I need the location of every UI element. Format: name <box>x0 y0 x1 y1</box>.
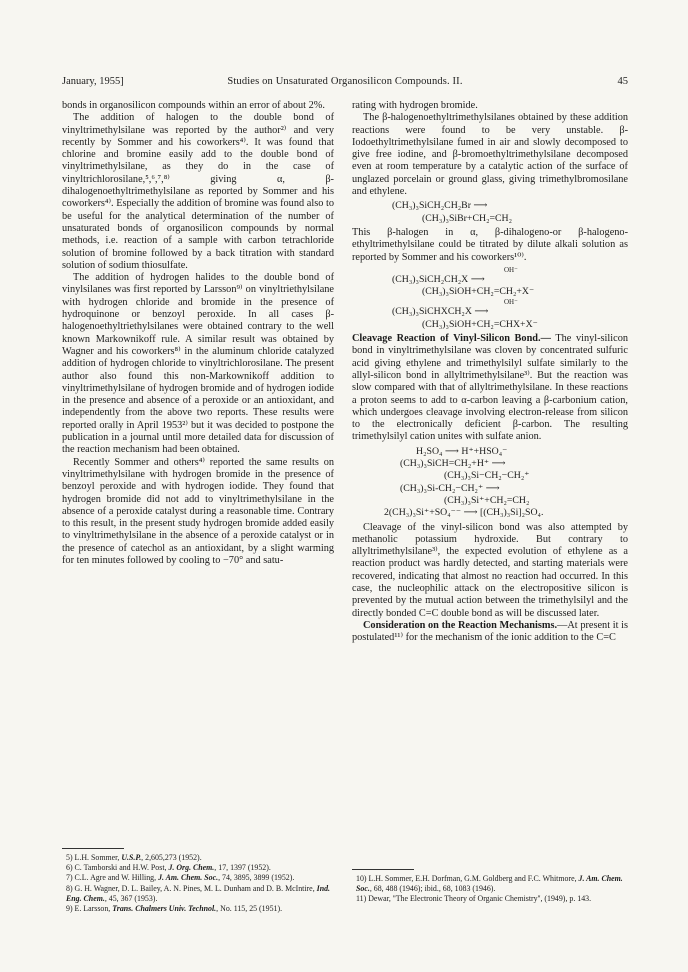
section-heading: Consideration on the Reaction Mechanisms. <box>363 619 558 631</box>
page-number: 45 <box>617 76 628 87</box>
paragraph: Recently Sommer and others⁴⁾ reported the same results on vinyltrimethylsilane with hydrogen bromide in the presence of benzoyl peroxide and with hydrogen iodide. They found that hydrogen bromide did not add to vinyltrimethylsilane in the absence of a peroxide catalyst during a reasonable time. Contrary to this result, in the present study hydrogen bromide added easily to vinyltrimethylsilane in the absence of a peroxide catalyst or in the presence of catechol as an antioxidant, by a slight warming for ten minutes followed by cooling to −70° and satu- <box>62 456 334 566</box>
paragraph: Cleavage of the vinyl-silicon bond was also attempted by methanolic potassium hydroxide. But contrary to allyltrimethylsilane³⁾, the expected evolution of ethylene as a reaction product was hardly detected, and starting materials were recovered, indicating that almost no reaction had occurred. In this case, the nucleophilic attack on the electropositive silicon is prevented by the mutual action between the trimethylsilyl and the directly bonded C=C double bond as will be discussed later. <box>352 521 628 619</box>
paragraph: This β-halogen in α, β-dihalogeno-or β-halogeno-ethyltrimethylsilane could be titrated by dilute alkali solution as reported by Sommer and his coworkers¹⁰⁾. <box>352 226 628 263</box>
equation-line: 2(CH₃)₃Si⁺+SO₄⁻⁻ ⟶ [(CH₃)₃Si]₂SO₄. <box>384 507 544 519</box>
equation-line: (CH₃)₃SiCH₂CH₂X ⟶ <box>392 273 485 285</box>
section-heading: Cleavage Reaction of Vinyl-Silicon Bond.— <box>352 333 551 345</box>
paragraph: The addition of halogen to the double bond of vinyltrimethylsilane was reported by the author²⁾ and very recently by Sommer and his coworkers⁴⁾. It was found that chlorine and bromine easily add to the double bond of vinyltrimethylsilane, as they do in the case of vinyltrichlorosilane,⁵,⁶,⁷,⁸⁾ giving α, β-dihalogenoethyltrimethylsilane as reported by Sommer and his coworkers⁴⁾. Especially the addition of bromine was found also to be useful for the analytical determination of the number of unsaturated bonds of organosilicon compounds by normal methods, i.e. reaction of a sample with carbon tetrachloride solution of bromine followed by a back titration with standard solution of sodium thiosulfate. <box>62 112 334 271</box>
equation-line: (CH₃)₃SiOH+CH₂=CH₂+X⁻ <box>422 286 535 298</box>
paragraph <box>352 333 628 444</box>
equation-line: (CH₃)₃SiCHXCH₂X ⟶ <box>392 306 489 318</box>
paragraph-text: The vinyl-silicon bond in vinyltrimethylsilane was cloven by concentrated sulfuric acid giving ethylene and trimethylsilyl sulfate similarly to the allyl-silicon bond in allyltrimethylsilane³⁾. But the reaction was slow compared with that of allyltrimethylsilane. In these reactions a proton seems to add to α-carbon leaving a β-carbonium cation, which undergoes cleavage involving electron-release from silicon to the electronically deficient β-carbon. The resulting trimethylsilyl cation unites with sulfate anion. <box>352 333 628 443</box>
equation-line: (CH₃)₃SiCH=CH₂+H⁺ ⟶ <box>400 458 506 470</box>
paragraph: The β-halogenoethyltrimethylsilanes obtained by these addition reactions were found to be very unstable. β-Iodoethyltrimethylsilane fumed in air and slowly decomposed to give free iodine, and β-bromoethyltrimethylsilane decomposed even at room temperature by a catalytic action of the surface of unglazed porcelain or ground glass, giving trimethylbromosilane and ethylene. <box>352 112 628 198</box>
paragraph: rating with hydrogen bromide. <box>352 100 478 111</box>
footnote-10: 10) L.H. Sommer, E.H. Dorfman, G.M. Goldberg and F.C. Whitmore, J. Am. Chem. Soc., 68, 488 (1946); ibid., 68, 1083 (1946). <box>356 874 623 894</box>
left-column <box>62 100 334 567</box>
header-date: January, 1955] <box>62 76 124 87</box>
equation-line: (CH₃)₃SiBr+CH₂=CH₂ <box>422 212 513 224</box>
running-header <box>62 76 628 90</box>
footnote-6: 6) C. Tamborski and H.W. Post, J. Org. Chem., 17, 1397 (1952). <box>66 863 271 873</box>
equation-line: (CH₃)₃Si-CH₂−CH₂⁺ ⟶ <box>400 482 500 494</box>
equation-line: H₂SO₄ ⟶ H⁺+HSO₄⁻ <box>416 445 508 457</box>
footnotes-left <box>62 853 334 914</box>
equation-line: (CH₃)₃SiCH₂CH₂Br ⟶ <box>392 200 488 212</box>
equation-line: (CH₃)₃Si−CH₂−CH₂⁺ <box>444 470 530 482</box>
footnote-11: 11) Dewar, ''The Electronic Theory of Organic Chemistry'', (1949), p. 143. <box>356 894 592 904</box>
equation-hydrolysis <box>352 266 628 331</box>
footnote-rule <box>62 848 124 849</box>
footnote-9: 9) E. Larsson, Trans. Chalmers Univ. Technol., No. 115, 25 (1951). <box>66 904 283 914</box>
paragraph-text: —At present it is postulated¹¹⁾ for the mechanism of the ionic addition to the C=C <box>352 619 628 644</box>
reagent-label: OH⁻ <box>504 265 518 274</box>
footnotes-right <box>352 874 628 905</box>
equation-line: (CH₃)₃SiOH+CH₂=CHX+X⁻ <box>422 318 538 330</box>
right-column <box>352 100 628 644</box>
equation-cleavage <box>352 446 628 520</box>
paragraph: bonds in organosilicon compounds within an error of about 2%. <box>62 100 325 111</box>
paragraph <box>352 620 628 645</box>
footnote-5: 5) L.H. Sommer, U.S.P., 2,605,273 (1952). <box>66 853 202 862</box>
footnote-8: 8) G. H. Wagner, D. L. Bailey, A. N. Pines, M. L. Dunham and D. B. McIntire, Ind. Eng. Chem., 45, 367 (1953). <box>66 883 331 903</box>
equation-line: (CH₃)₃Si⁺+CH₂=CH₂ <box>444 494 530 506</box>
footnote-rule <box>352 869 414 870</box>
footnote-7: 7) C.L. Agre and W. Hilling, J. Am. Chem. Soc., 74, 3895, 3899 (1952). <box>66 873 295 883</box>
header-title: Studies on Unsaturated Organosilicon Compounds. II. <box>227 76 463 87</box>
paragraph: The addition of hydrogen halides to the double bond of vinylsilanes was first reported by Larsson⁹⁾ on vinyltriethylsilane with hydrogen chloride and bromide in the presence of hydroquinone or benzoyl peroxide. In all cases β-halogenoethyltriethylsilanes were obtained contrary to the well known Markownikoff rule. A similar result was obtained by Wagner and his coworkers⁸⁾ in the aluminum chloride catalyzed addition of hydrogen chloride to vinyltrichlorosilane. The present author also found this non-Markownikoff addition to vinyltrimethylsilane of hydrogen bromide and of hydrogen iodide in the presence and absence of a peroxide or an antioxidant, and independently from the above two reports. These results were reported orally in April 1953²⁾ but it was decided to postpone the publication in a journal until more detailed data for discussion of the reaction mechanism had been obtained. <box>62 272 334 456</box>
reagent-label: OH⁻ <box>504 298 518 307</box>
equation-decomposition <box>352 200 628 225</box>
